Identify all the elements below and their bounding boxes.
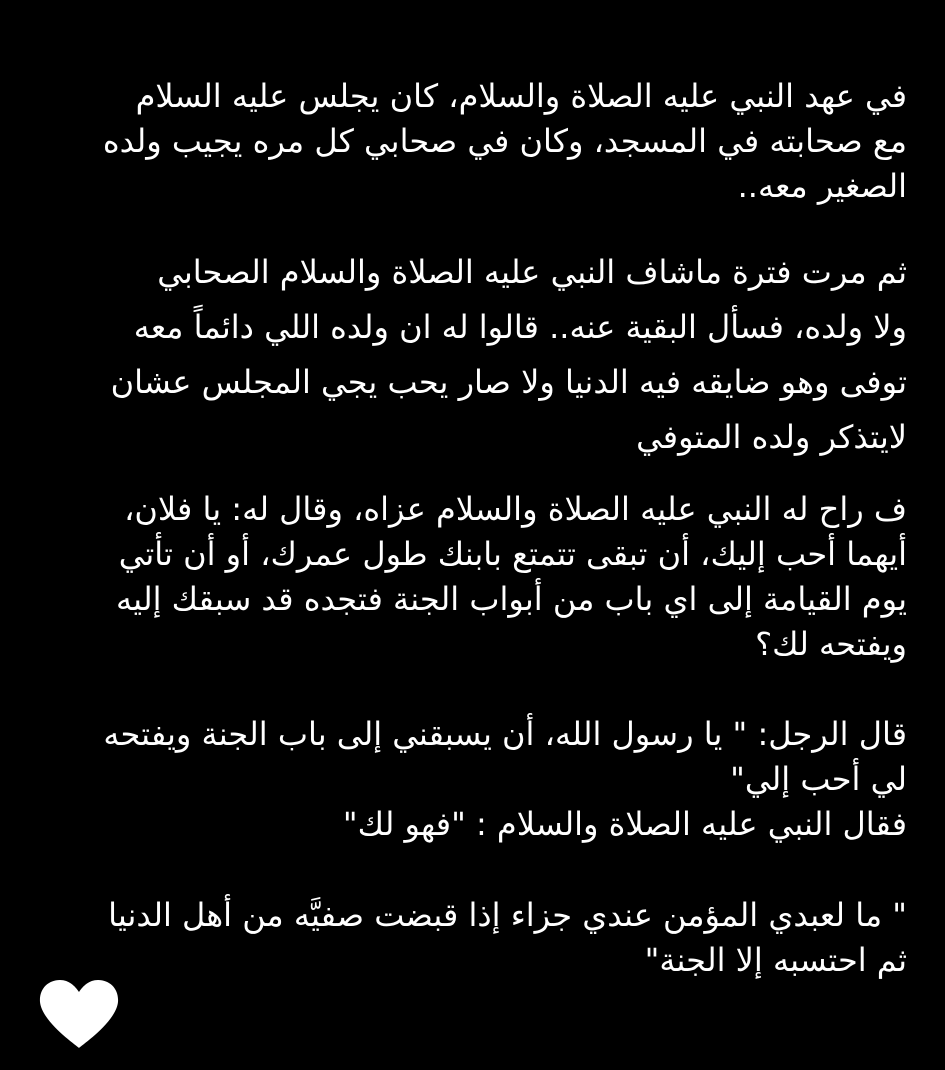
text-line: توفى وهو ضايقه فيه الدنيا ولا صار يحب يجي المجلس عشان — [110, 363, 907, 401]
text-line: يوم القيامة إلى اي باب من أبواب الجنة فتجده قد سبقك إليه — [116, 580, 907, 618]
text-line: ويفتحه لك؟ — [755, 625, 907, 663]
heart-icon[interactable] — [38, 978, 120, 1050]
text-line: ثم احتسبه إلا الجنة" — [644, 941, 907, 979]
text-line: ثم مرت فترة ماشاف النبي عليه الصلاة والسلام الصحابي — [157, 253, 907, 291]
text-line: لايتذكر ولده المتوفي — [636, 418, 907, 456]
text-line: ف راح له النبي عليه الصلاة والسلام عزاه، وقال له: يا فلان، — [124, 490, 907, 528]
text-line: لي أحب إلي" — [730, 760, 907, 798]
paragraph-1 — [36, 74, 907, 209]
text-line: ولا ولده، فسأل البقية عنه.. قالوا له ان ولده اللي دائماً معه — [133, 308, 907, 346]
paragraph-2 — [36, 245, 907, 465]
text-line: مع صحابته في المسجد، وكان في صحابي كل مره يجيب ولده — [102, 122, 907, 160]
text-line: قال الرجل: " يا رسول الله، أن يسبقني إلى باب الجنة ويفتحه — [103, 715, 907, 753]
paragraph-5 — [36, 893, 907, 983]
text-line: أيهما أحب إليك، أن تبقى تتمتع بابنك طول عمرك، أو أن تأتي — [118, 535, 907, 573]
text-line: في عهد النبي عليه الصلاة والسلام، كان يجلس عليه السلام — [135, 77, 907, 115]
paragraph-4 — [36, 712, 907, 847]
paragraph-3 — [36, 487, 907, 667]
text-line: الصغير معه.. — [737, 167, 907, 205]
text-line: " ما لعبدي المؤمن عندي جزاء إذا قبضت صفيَّه من أهل الدنيا — [108, 896, 907, 934]
text-line: فقال النبي عليه الصلاة والسلام : "فهو لك" — [342, 805, 907, 843]
